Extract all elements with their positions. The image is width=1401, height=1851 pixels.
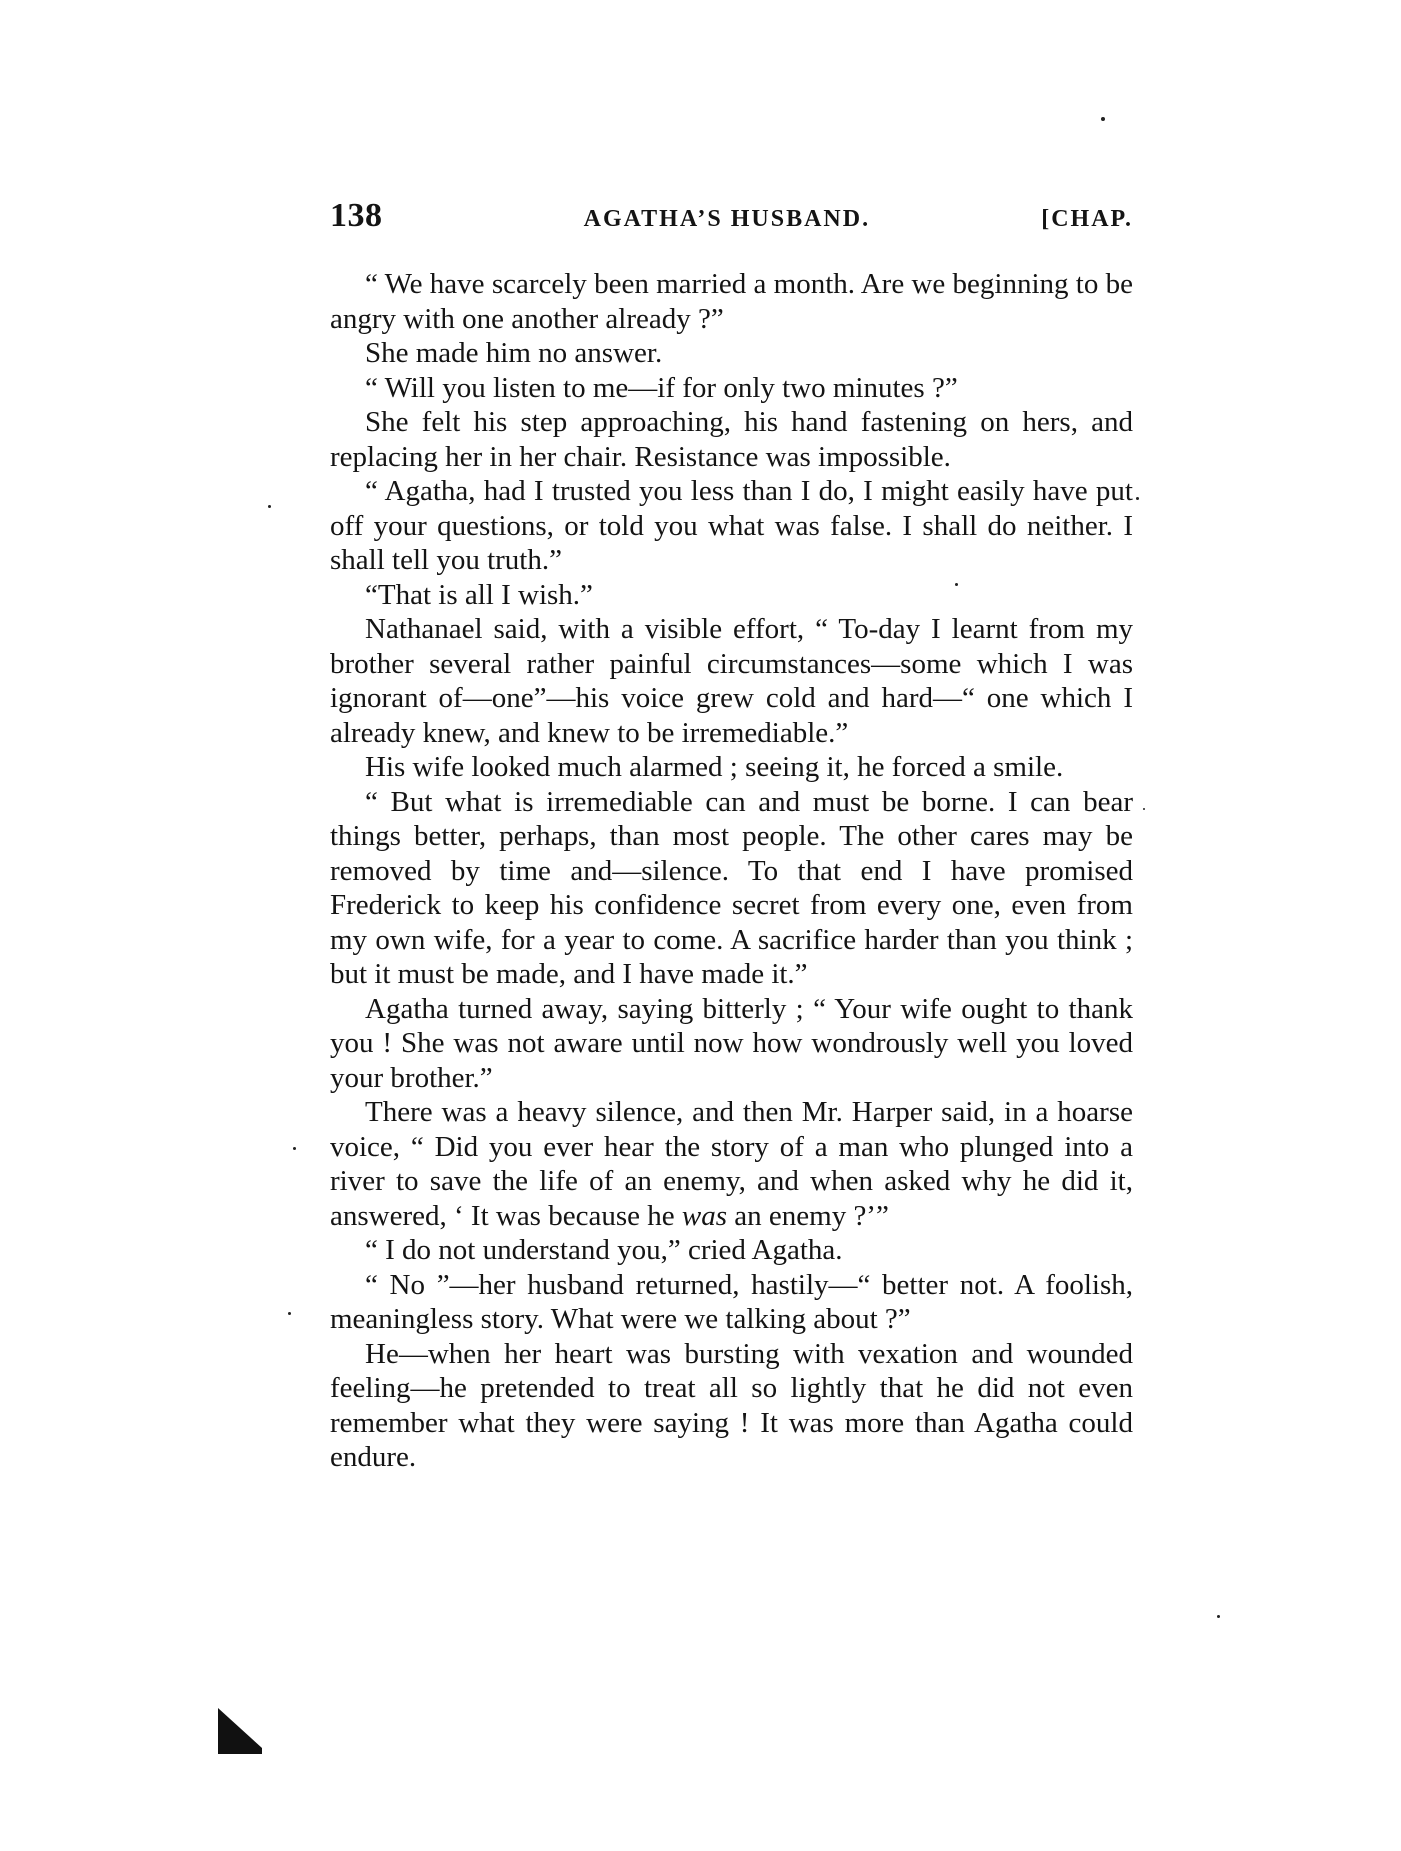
paragraph: “ We have scarcely been married a month. Are we beginning to be angry with one another already ?” [330, 268, 1133, 335]
italic-emphasis: was [681, 1199, 728, 1232]
paragraph: “ No ”—her husband returned, hastily—“ better not. A foolish, meaningless story. What were we talking about ?” [330, 1268, 1133, 1335]
scan-speck [268, 505, 271, 508]
paragraph: He—when her heart was bursting with vexation and wounded feeling—he pretended to treat all so lightly that he did not even remember what they were saying ! It was more than Agatha could endure. [330, 1337, 1133, 1473]
scan-speck [288, 1312, 291, 1315]
scan-speck [1143, 808, 1145, 810]
paragraph-text-after: an enemy ?’” [727, 1199, 889, 1232]
scan-speck [955, 583, 958, 586]
scan-speck [293, 1147, 296, 1150]
paragraph: Nathanael said, with a visible effort, “ To-day I learnt from my brother several rather painful circumstances—some which I was ignorant of—one”—his voice grew cold and hard—“ one which I already knew, and knew to be irremediable.” [330, 613, 1133, 749]
scan-speck [1136, 497, 1139, 500]
scan-speck [1217, 1615, 1220, 1618]
paragraph-with-emphasis [330, 1095, 1133, 1233]
body-text [330, 267, 1133, 1475]
page-number: 138 [330, 197, 383, 234]
paragraph: His wife looked much alarmed ; seeing it, he forced a smile. [365, 751, 1064, 783]
chapter-label: [CHAP. [1041, 206, 1133, 232]
page-turn-mark [218, 1708, 262, 1748]
page-header [330, 197, 1133, 239]
scan-speck [1101, 117, 1105, 121]
paragraph: Agatha turned away, saying bitterly ; “ Your wife ought to thank you ! She was not aware until now how wondrously well you loved your brother.” [330, 992, 1133, 1094]
paragraph: She made him no answer. [365, 337, 663, 369]
paragraph-text-before: There was a heavy silence, and then Mr. Harper said, in a hoarse voice, “ Did you ever hear the story of a man who plunged into a river to save the life of an enemy, and when asked why he did it, answered, ‘ It was because he [330, 1096, 1133, 1232]
running-title: AGATHA’S HUSBAND. [583, 206, 871, 232]
paragraph: “ I do not understand you,” cried Agatha. [365, 1234, 843, 1266]
paragraph: “ But what is irremediable can and must be borne. I can bear things better, perhaps, than most people. The other cares may be removed by time and—silence. To that end I have promised Frederick to keep his confidence secret from every one, even from my own wife, for a year to come. A sacrifice harder than you think ; but it must be made, and I have made it.” [330, 785, 1133, 990]
paragraph: She felt his step approaching, his hand fastening on hers, and replacing her in her chair. Resistance was impossible. [330, 406, 1133, 473]
paragraph: “That is all I wish.” [365, 578, 593, 611]
paragraph: “ Agatha, had I trusted you less than I do, I might easily have put off your questions, or told you what was false. I shall do neither. I shall tell you truth.” [330, 475, 1133, 576]
paragraph: “ Will you listen to me—if for only two minutes ?” [365, 371, 958, 404]
